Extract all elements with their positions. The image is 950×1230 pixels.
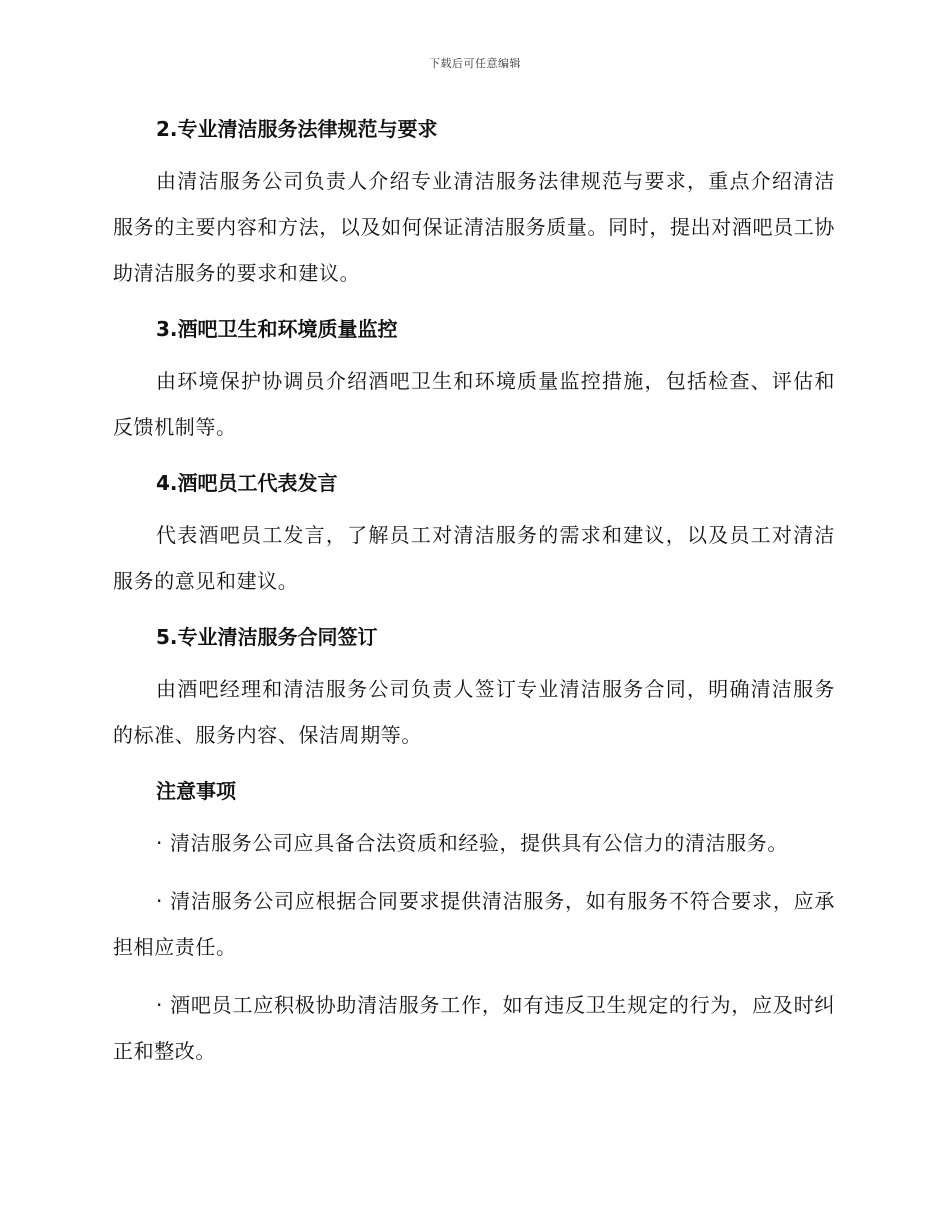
note-item: · 酒吧员工应积极协助清洁服务工作，如有违反卫生规定的行为，应及时纠正和整改。 (113, 993, 835, 1063)
section-heading: 2.专业清洁服务法律规范与要求 (156, 117, 438, 141)
note-item: · 清洁服务公司应根据合同要求提供清洁服务，如有服务不符合要求，应承担相应责任。 (113, 889, 835, 959)
section-contract-signing (113, 620, 835, 758)
section-paragraph: 由环境保护协调员介绍酒吧卫生和环境质量监控措施，包括检查、评估和反馈机制等。 (113, 369, 835, 439)
section-paragraph: 由清洁服务公司负责人介绍专业清洁服务法律规范与要求，重点介绍清洁服务的主要内容和方法，以及如何保证清洁服务质量。同时，提出对酒吧员工协助清洁服务的要求和建议。 (113, 169, 835, 285)
section-heading: 4.酒吧员工代表发言 (156, 471, 338, 495)
section-notes (113, 774, 835, 1074)
section-heading: 注意事项 (156, 779, 236, 803)
section-legal-requirements (113, 112, 835, 296)
page-header: 下载后可任意编辑 (429, 57, 521, 70)
section-hygiene-monitoring (113, 312, 835, 450)
document-body (113, 112, 835, 1090)
note-item: · 清洁服务公司应具备合法资质和经验，提供具有公信力的清洁服务。 (156, 831, 788, 855)
section-paragraph: 由酒吧经理和清洁服务公司负责人签订专业清洁服务合同，明确清洁服务的标准、服务内容、保洁周期等。 (113, 677, 835, 747)
section-paragraph: 代表酒吧员工发言，了解员工对清洁服务的需求和建议，以及员工对清洁服务的意见和建议。 (113, 523, 835, 593)
section-staff-speech (113, 466, 835, 604)
section-heading: 3.酒吧卫生和环境质量监控 (156, 317, 398, 341)
section-heading: 5.专业清洁服务合同签订 (156, 625, 378, 649)
